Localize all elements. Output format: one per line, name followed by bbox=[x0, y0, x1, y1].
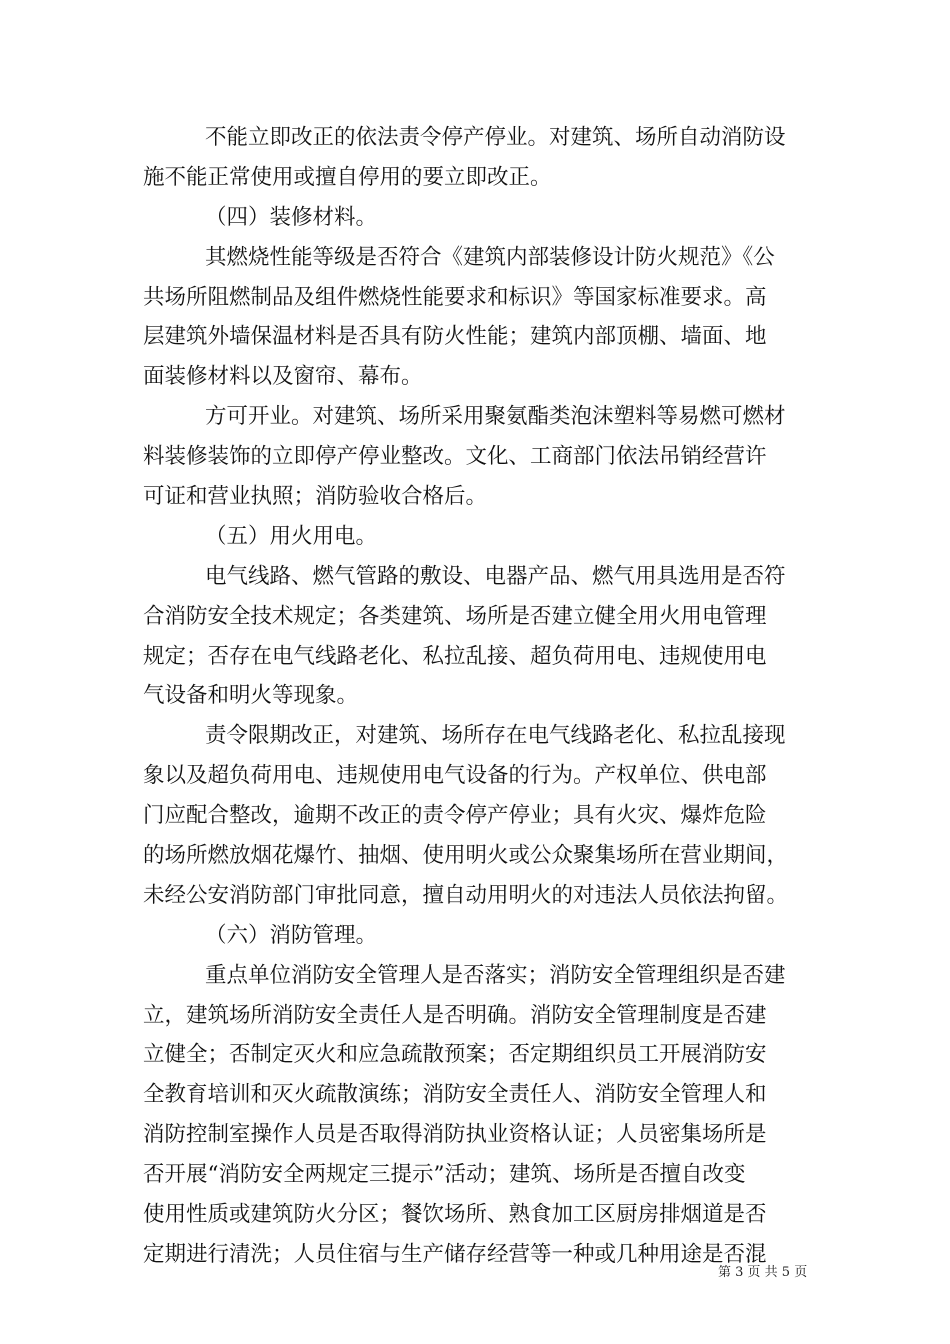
text-line: 方可开业。对建筑、场所采用聚氨酯类泡沫塑料等易燃可燃材 bbox=[205, 404, 786, 430]
text-line: 否开展“消防安全两规定三提示”活动；建筑、场所是否擅自改变 bbox=[143, 1162, 746, 1188]
document-body bbox=[143, 118, 807, 1275]
text-line: 立，建筑场所消防安全责任人是否明确。消防安全管理制度是否建 bbox=[143, 1002, 767, 1028]
text-line: 规定；否存在电气线路老化、私拉乱接、超负荷用电、违规使用电 bbox=[143, 643, 767, 669]
text-line: 其燃烧性能等级是否符合《建筑内部装修设计防火规范》《公 bbox=[205, 244, 775, 270]
text-line: （五）用火用电。 bbox=[205, 523, 378, 549]
text-line: 可证和营业执照；消防验收合格后。 bbox=[143, 484, 488, 510]
text-line: 象以及超负荷用电、违规使用电气设备的行为。产权单位、供电部 bbox=[143, 763, 767, 789]
text-line: 不能立即改正的依法责令停产停业。对建筑、场所自动消防设 bbox=[205, 125, 786, 150]
text-line: 门应配合整改，逾期不改正的责令停产停业；具有火灾、爆炸危险 bbox=[143, 803, 767, 829]
text-line: 立健全；否制定灭火和应急疏散预案；否定期组织员工开展消防安 bbox=[143, 1042, 767, 1068]
text-line: 料装修装饰的立即停产停业整改。文化、工商部门依法吊销经营许 bbox=[143, 444, 767, 470]
text-line: 层建筑外墙保温材料是否具有防火性能；建筑内部顶棚、墙面、地 bbox=[143, 324, 767, 350]
text-line: 施不能正常使用或擅自停用的要立即改正。 bbox=[143, 164, 552, 190]
text-line: 消防控制室操作人员是否取得消防执业资格认证；人员密集场所是 bbox=[143, 1122, 767, 1148]
text-line: 的场所燃放烟花爆竹、抽烟、使用明火或公众聚集场所在营业期间， bbox=[143, 843, 789, 869]
text-line: 未经公安消防部门审批同意，擅自动用明火的对违法人员依法拘留。 bbox=[143, 882, 789, 908]
text-line: 电气线路、燃气管路的敷设、电器产品、燃气用具选用是否符 bbox=[205, 563, 786, 589]
text-line: 全教育培训和灭火疏散演练；消防安全责任人、消防安全管理人和 bbox=[143, 1082, 767, 1108]
text-line: 使用性质或建筑防火分区；餐饮场所、熟食加工区厨房排烟道是否 bbox=[143, 1202, 767, 1228]
text-line: 面装修材料以及窗帘、幕布。 bbox=[143, 364, 423, 390]
text-line: 共场所阻燃制品及组件燃烧性能要求和标识》等国家标准要求。高 bbox=[143, 284, 767, 310]
text-line: （四）装修材料。 bbox=[205, 204, 378, 230]
text-line: 定期进行清洗；人员住宿与生产储存经营等一种或几种用途是否混 bbox=[143, 1241, 767, 1267]
text-line: 气设备和明火等现象。 bbox=[143, 683, 359, 709]
page-number: 第 3 页 共 5 页 bbox=[718, 1265, 808, 1280]
text-line: 合消防安全技术规定；各类建筑、场所是否建立健全用火用电管理 bbox=[143, 603, 767, 629]
text-line: 责令限期改正，对建筑、场所存在电气线路老化、私拉乱接现 bbox=[205, 723, 786, 749]
text-line: 重点单位消防安全管理人是否落实；消防安全管理组织是否建 bbox=[205, 962, 786, 988]
text-line: （六）消防管理。 bbox=[205, 922, 378, 948]
